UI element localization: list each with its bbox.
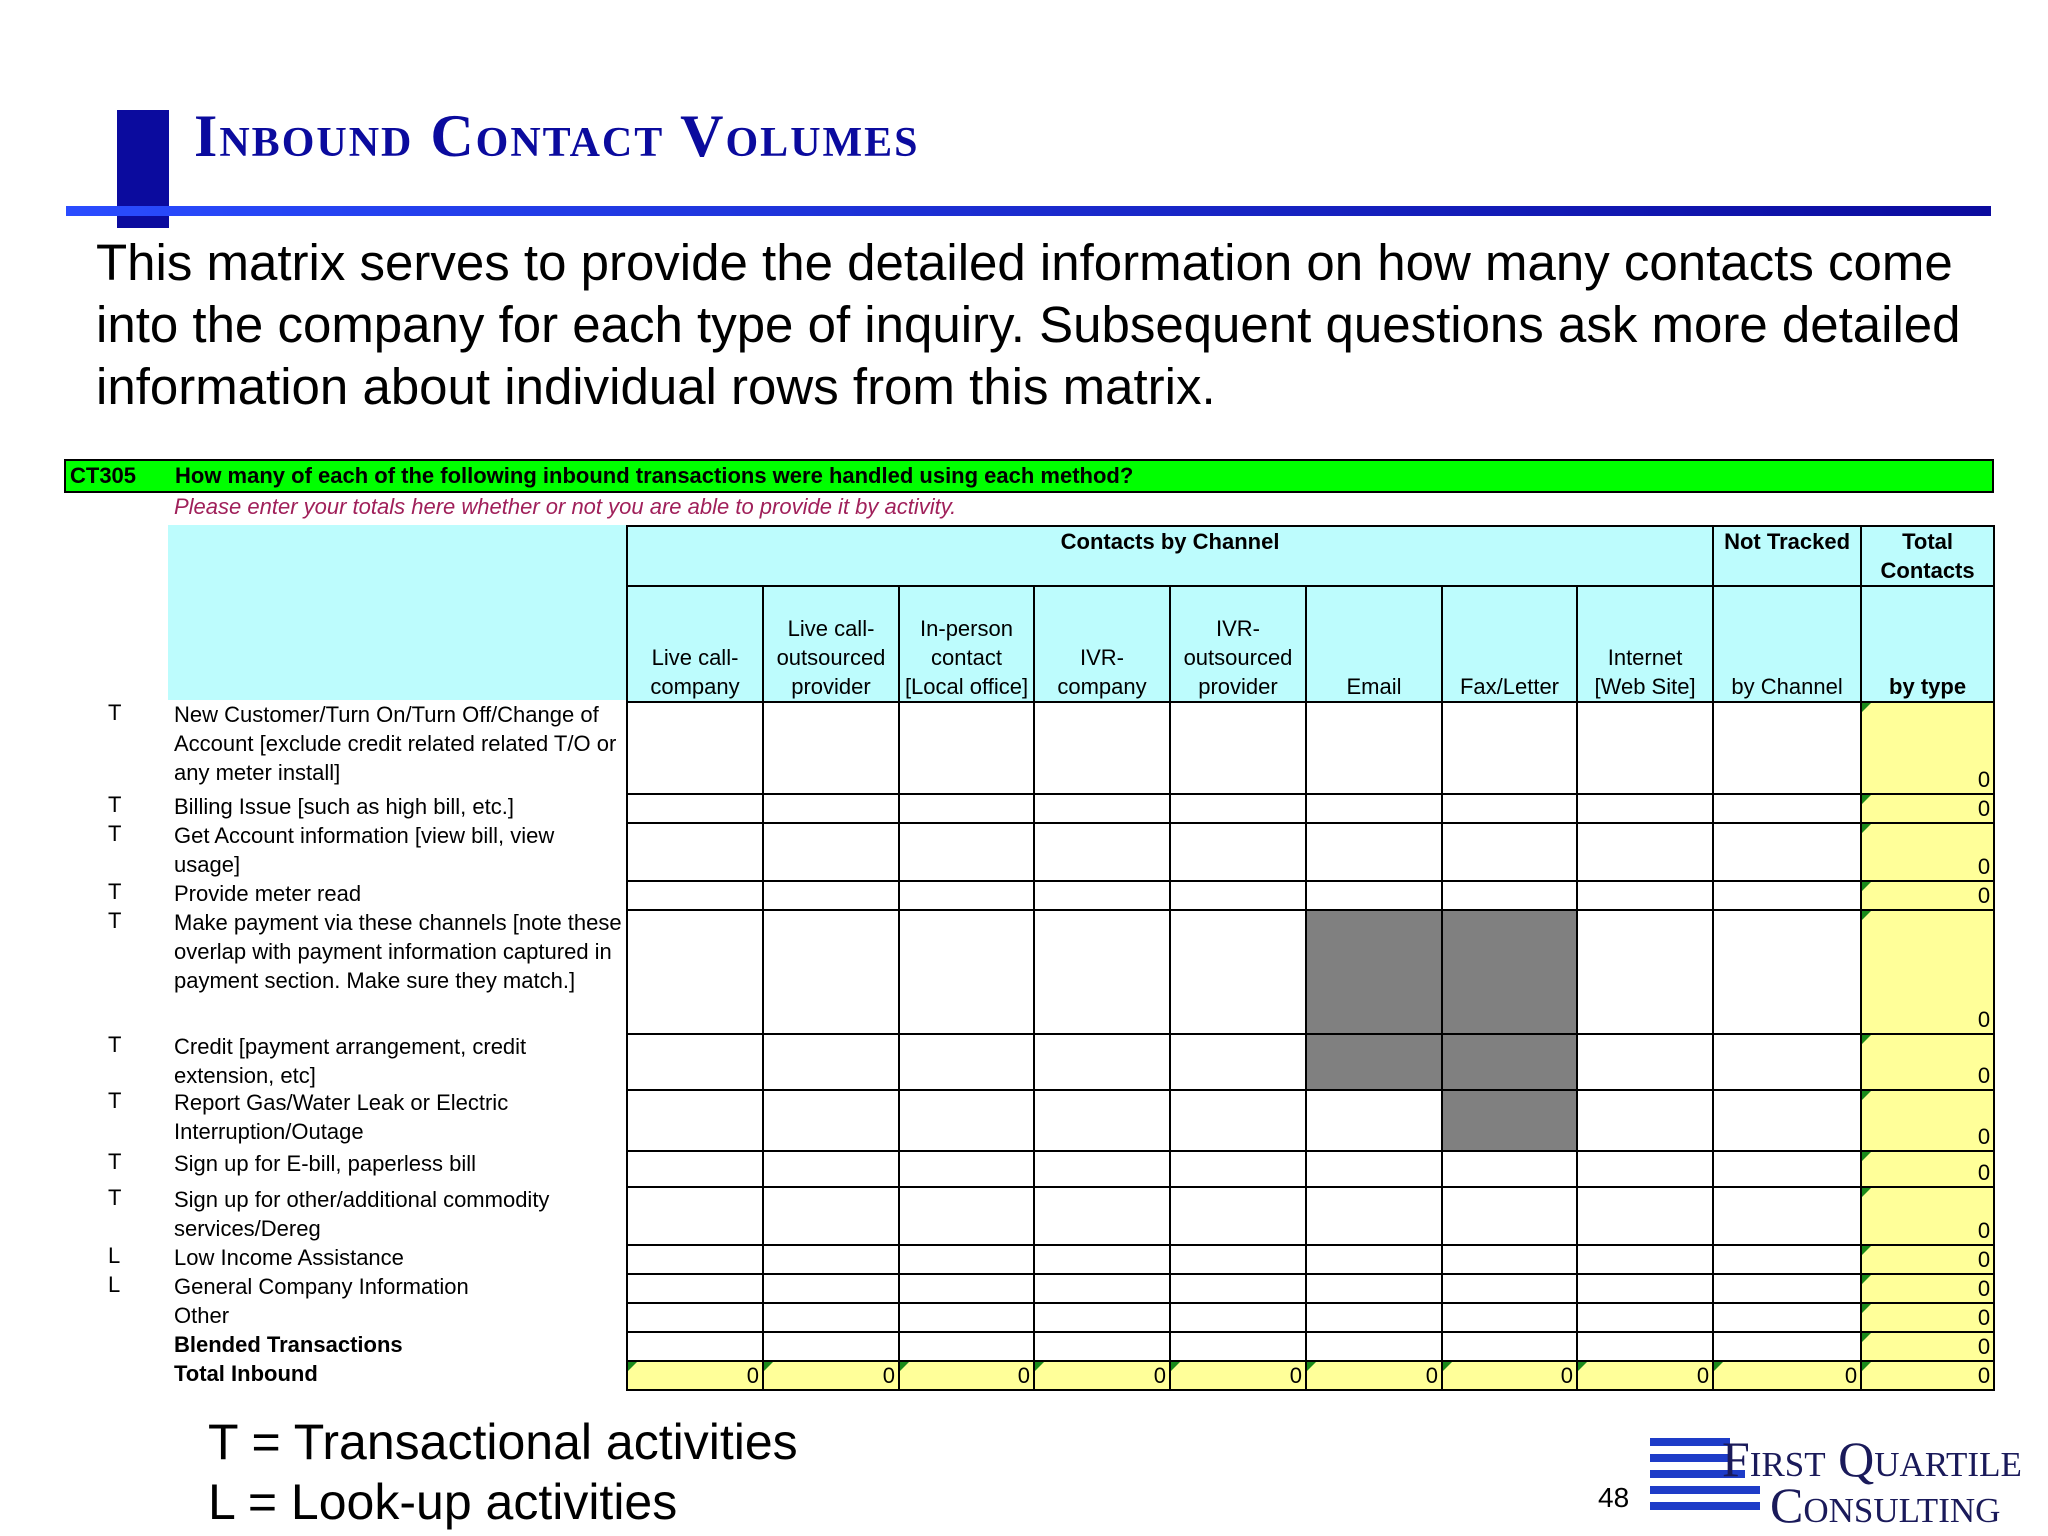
input-cell[interactable]	[627, 1303, 763, 1332]
input-cell[interactable]	[899, 1332, 1034, 1361]
page-number: 48	[1598, 1482, 1630, 1513]
input-cell[interactable]	[1577, 823, 1713, 881]
input-cell[interactable]	[1577, 910, 1713, 1034]
column-total-cell: 0	[763, 1361, 899, 1390]
row-code: T	[108, 1032, 122, 1057]
input-cell[interactable]	[627, 1034, 763, 1090]
question-bar	[64, 459, 1994, 493]
input-cell[interactable]	[899, 1187, 1034, 1245]
row-code: T	[108, 792, 122, 817]
row-label-text: Make payment via these channels [note these overlap with payment information captured in payment section. Make sure they match.]	[174, 910, 622, 993]
col-header: IVR- outsourced provider	[1170, 586, 1306, 702]
input-cell[interactable]	[1577, 1090, 1713, 1151]
row-total-cell: 0	[1861, 1303, 1994, 1332]
input-cell[interactable]	[763, 1034, 899, 1090]
input-cell[interactable]	[1577, 1332, 1713, 1361]
input-cell[interactable]	[1034, 823, 1170, 881]
row-label-text: New Customer/Turn On/Turn Off/Change of Account [exclude credit related related T/O or any meter install]	[174, 702, 617, 785]
row-code: T	[108, 908, 122, 933]
input-cell[interactable]	[627, 1332, 763, 1361]
row-total-cell: 0	[1861, 702, 1994, 794]
row-total-cell: 0	[1861, 1274, 1994, 1303]
input-cell[interactable]	[763, 1274, 899, 1303]
input-cell[interactable]	[1577, 881, 1713, 910]
table-row	[627, 1274, 1994, 1303]
input-cell[interactable]	[627, 1274, 763, 1303]
row-label-text: Sign up for E-bill, paperless bill	[174, 1151, 477, 1176]
input-cell[interactable]	[763, 1303, 899, 1332]
input-cell[interactable]	[1577, 794, 1713, 823]
col-header: Live call- outsourced provider	[763, 586, 899, 702]
row-total-cell: 0	[1861, 1090, 1994, 1151]
row-code: T	[108, 879, 122, 904]
input-cell[interactable]	[1170, 1187, 1306, 1245]
input-cell[interactable]	[1306, 1151, 1442, 1187]
row-label-text: General Company Information	[174, 1274, 469, 1299]
logo-line2: Consulting	[1770, 1477, 2001, 1533]
row-total-cell: 0	[1861, 1332, 1994, 1361]
input-cell[interactable]	[1170, 1274, 1306, 1303]
row-label	[100, 792, 626, 821]
input-cell[interactable]	[627, 823, 763, 881]
input-cell[interactable]	[1442, 881, 1577, 910]
input-cell[interactable]	[1713, 1245, 1861, 1274]
input-cell[interactable]	[763, 910, 899, 1034]
legend-transactional: T = Transactional activities	[208, 1414, 798, 1470]
row-total-cell: 0	[1861, 910, 1994, 1034]
row-label	[100, 1272, 626, 1301]
input-cell[interactable]	[899, 1245, 1034, 1274]
input-cell[interactable]	[1442, 1303, 1577, 1332]
total-row-label-text: Total Inbound	[174, 1361, 318, 1386]
table-row	[627, 881, 1994, 910]
input-cell[interactable]	[1306, 702, 1442, 794]
contact-matrix	[626, 525, 1995, 1391]
input-cell[interactable]	[763, 1187, 899, 1245]
table-row	[627, 1034, 1994, 1090]
col-header: Internet [Web Site]	[1577, 586, 1713, 702]
input-cell[interactable]	[1713, 1274, 1861, 1303]
row-label	[100, 700, 626, 792]
input-cell[interactable]	[1034, 1274, 1170, 1303]
input-cell[interactable]	[1034, 1303, 1170, 1332]
input-cell[interactable]	[1442, 794, 1577, 823]
input-cell[interactable]	[1577, 1187, 1713, 1245]
input-cell[interactable]	[1306, 1245, 1442, 1274]
row-label	[100, 1330, 626, 1359]
row-label-text: Report Gas/Water Leak or Electric Interruption/Outage	[174, 1090, 509, 1144]
row-code: T	[108, 821, 122, 846]
input-cell[interactable]	[1577, 702, 1713, 794]
input-cell[interactable]	[1170, 702, 1306, 794]
input-cell[interactable]	[1713, 910, 1861, 1034]
intro-paragraph: This matrix serves to provide the detailed information on how many contacts come into the company for each type of inquiry. Subsequent questions ask more detailed information about individual rows from this matrix.	[96, 234, 1961, 415]
input-cell[interactable]	[627, 881, 763, 910]
input-cell[interactable]	[1170, 823, 1306, 881]
legend	[208, 1412, 798, 1532]
col-header: by Channel	[1713, 586, 1861, 702]
row-total-cell: 0	[1861, 881, 1994, 910]
row-label-text: Billing Issue [such as high bill, etc.]	[174, 794, 514, 819]
input-cell[interactable]	[1713, 794, 1861, 823]
disabled-cell	[1442, 1034, 1577, 1090]
header-blank-cell	[168, 525, 626, 700]
table-row	[627, 1332, 1994, 1361]
row-label-text: Low Income Assistance	[174, 1245, 404, 1270]
input-cell[interactable]	[627, 1151, 763, 1187]
legend-lookup: L = Look-up activities	[208, 1474, 678, 1530]
input-cell[interactable]	[1713, 1187, 1861, 1245]
input-cell[interactable]	[1170, 1090, 1306, 1151]
input-cell[interactable]	[1713, 1303, 1861, 1332]
input-cell[interactable]	[1034, 1151, 1170, 1187]
input-cell[interactable]	[1713, 1151, 1861, 1187]
input-cell[interactable]	[899, 1034, 1034, 1090]
row-total-cell: 0	[1861, 794, 1994, 823]
input-cell[interactable]	[1034, 794, 1170, 823]
question-code: CT305	[70, 463, 137, 488]
input-cell[interactable]	[763, 794, 899, 823]
not-tracked-header: Not Tracked	[1713, 526, 1861, 586]
column-total-cell: 0	[899, 1361, 1034, 1390]
input-cell[interactable]	[1577, 1034, 1713, 1090]
row-code: T	[108, 700, 122, 725]
total-contacts-header: Total Contacts	[1861, 526, 1994, 586]
row-label	[100, 1032, 626, 1088]
input-cell[interactable]	[763, 1151, 899, 1187]
disabled-cell	[1306, 910, 1442, 1034]
input-cell[interactable]	[763, 1090, 899, 1151]
col-header: In-person contact [Local office]	[899, 586, 1034, 702]
input-cell[interactable]	[1034, 1090, 1170, 1151]
row-code: L	[108, 1272, 121, 1297]
input-cell[interactable]	[1442, 1332, 1577, 1361]
input-cell[interactable]	[627, 702, 763, 794]
input-cell[interactable]	[1442, 1151, 1577, 1187]
input-cell[interactable]	[899, 1151, 1034, 1187]
col-header: IVR- company	[1034, 586, 1170, 702]
column-total-cell: 0	[1306, 1361, 1442, 1390]
logo-line1: First Quartile	[1722, 1431, 2022, 1487]
column-total-cell: 0	[1442, 1361, 1577, 1390]
input-cell[interactable]	[1713, 1034, 1861, 1090]
input-cell[interactable]	[899, 1274, 1034, 1303]
input-cell[interactable]	[1034, 702, 1170, 794]
column-total-cell: 0	[1034, 1361, 1170, 1390]
row-label	[100, 1243, 626, 1272]
row-label-text: Other	[174, 1303, 230, 1328]
input-cell[interactable]	[1034, 910, 1170, 1034]
input-cell[interactable]	[1306, 1187, 1442, 1245]
row-label	[100, 1185, 626, 1243]
input-cell[interactable]	[627, 910, 763, 1034]
input-cell[interactable]	[1170, 1303, 1306, 1332]
slide-title: Inbound Contact Volumes	[194, 103, 920, 169]
input-cell[interactable]	[1306, 1274, 1442, 1303]
row-label-text: Provide meter read	[174, 881, 362, 906]
contacts-by-channel-header: Contacts by Channel	[627, 526, 1713, 586]
row-label	[100, 1149, 626, 1185]
input-cell[interactable]	[1170, 910, 1306, 1034]
row-code: T	[108, 1088, 122, 1113]
input-cell[interactable]	[1034, 1034, 1170, 1090]
input-cell[interactable]	[627, 1187, 763, 1245]
input-cell[interactable]	[627, 1245, 763, 1274]
input-cell[interactable]	[1713, 702, 1861, 794]
input-cell[interactable]	[1306, 1303, 1442, 1332]
row-total-cell: 0	[1861, 1187, 1994, 1245]
table-row	[627, 823, 1994, 881]
input-cell[interactable]	[1577, 1303, 1713, 1332]
table-row	[627, 910, 1994, 1034]
row-label	[100, 879, 626, 908]
input-cell[interactable]	[899, 794, 1034, 823]
input-cell[interactable]	[763, 823, 899, 881]
input-cell[interactable]	[1442, 702, 1577, 794]
input-cell[interactable]	[899, 1090, 1034, 1151]
table-row	[627, 794, 1994, 823]
input-cell[interactable]	[899, 910, 1034, 1034]
input-cell[interactable]	[1713, 1090, 1861, 1151]
row-label	[100, 1301, 626, 1330]
table-row	[627, 1090, 1994, 1151]
row-code: T	[108, 1185, 122, 1210]
input-cell[interactable]	[1577, 1151, 1713, 1187]
input-cell[interactable]	[1034, 1332, 1170, 1361]
row-label	[100, 1088, 626, 1149]
input-cell[interactable]	[1306, 1090, 1442, 1151]
input-cell[interactable]	[1306, 794, 1442, 823]
input-cell[interactable]	[1170, 1151, 1306, 1187]
input-cell[interactable]	[1170, 1034, 1306, 1090]
table-row	[627, 702, 1994, 794]
row-total-cell: 0	[1861, 1245, 1994, 1274]
input-cell[interactable]	[1306, 1332, 1442, 1361]
row-total-cell: 0	[1861, 1151, 1994, 1187]
input-cell[interactable]	[1034, 1245, 1170, 1274]
column-total-cell: 0	[1713, 1361, 1861, 1390]
input-cell[interactable]	[1442, 1274, 1577, 1303]
row-code: L	[108, 1243, 121, 1268]
input-cell[interactable]	[627, 794, 763, 823]
table-row	[627, 1303, 1994, 1332]
input-cell[interactable]	[1034, 1187, 1170, 1245]
question-text: How many of each of the following inbound transactions were handled using each method?	[175, 463, 1134, 488]
input-cell[interactable]	[1713, 1332, 1861, 1361]
column-total-cell: 0	[1861, 1361, 1994, 1390]
input-cell[interactable]	[1170, 881, 1306, 910]
col-header: Live call- company	[627, 586, 763, 702]
col-header: Email	[1306, 586, 1442, 702]
input-cell[interactable]	[1170, 1245, 1306, 1274]
column-total-cell: 0	[627, 1361, 763, 1390]
row-label-text: Sign up for other/additional commodity services/Dereg	[174, 1187, 550, 1241]
col-header: Fax/Letter	[1442, 586, 1577, 702]
input-cell[interactable]	[1170, 794, 1306, 823]
column-total-cell: 0	[1577, 1361, 1713, 1390]
col-header: by type	[1861, 586, 1994, 702]
input-cell[interactable]	[899, 702, 1034, 794]
input-cell[interactable]	[1713, 881, 1861, 910]
input-cell[interactable]	[763, 881, 899, 910]
input-cell[interactable]	[1577, 1274, 1713, 1303]
row-label-text: Credit [payment arrangement, credit extension, etc]	[174, 1034, 527, 1088]
input-cell[interactable]	[1713, 823, 1861, 881]
total-row	[627, 1361, 1994, 1390]
input-cell[interactable]	[763, 1245, 899, 1274]
row-label	[100, 908, 626, 1032]
input-cell[interactable]	[763, 1332, 899, 1361]
disabled-cell	[1306, 1034, 1442, 1090]
input-cell[interactable]	[1577, 1245, 1713, 1274]
column-total-cell: 0	[1170, 1361, 1306, 1390]
table-row	[627, 1151, 1994, 1187]
question-note: Please enter your totals here whether or not you are able to provide it by activity.	[174, 494, 957, 519]
input-cell[interactable]	[899, 1303, 1034, 1332]
input-cell[interactable]	[1442, 1245, 1577, 1274]
input-cell[interactable]	[1034, 881, 1170, 910]
disabled-cell	[1442, 910, 1577, 1034]
input-cell[interactable]	[1306, 823, 1442, 881]
input-cell[interactable]	[1442, 823, 1577, 881]
input-cell[interactable]	[899, 881, 1034, 910]
row-label-text: Blended Transactions	[174, 1332, 403, 1357]
row-total-cell: 0	[1861, 1034, 1994, 1090]
row-code: T	[108, 1149, 122, 1174]
input-cell[interactable]	[899, 823, 1034, 881]
row-total-cell: 0	[1861, 823, 1994, 881]
input-cell[interactable]	[1170, 1332, 1306, 1361]
disabled-cell	[1442, 1090, 1577, 1151]
title-rule	[66, 206, 1991, 216]
input-cell[interactable]	[1442, 1187, 1577, 1245]
company-logo	[1650, 1430, 2048, 1533]
table-row	[627, 1245, 1994, 1274]
row-label	[100, 821, 626, 879]
table-row	[627, 1187, 1994, 1245]
input-cell[interactable]	[627, 1090, 763, 1151]
input-cell[interactable]	[1306, 881, 1442, 910]
input-cell[interactable]	[763, 702, 899, 794]
row-label-text: Get Account information [view bill, view usage]	[174, 823, 555, 877]
